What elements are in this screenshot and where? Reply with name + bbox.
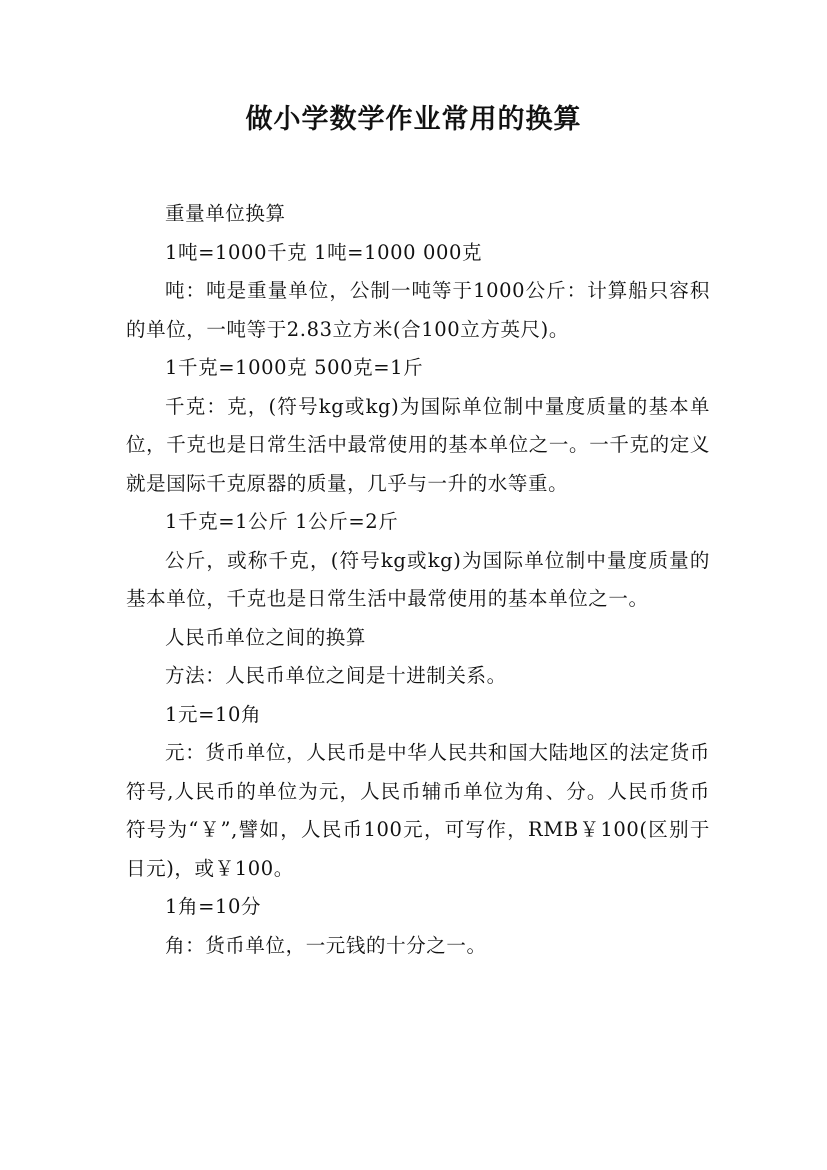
conversion-kilogram-gram: 1千克=1000克 500克=1斤 <box>165 356 424 379</box>
paragraph-jiao-definition: 角：货币单位，一元钱的十分之一。 <box>165 933 487 957</box>
paragraph-kilogram-definition: 千克：克，(符号kg或kg)为国际单位制中量度质量的基本单位，千克也是日常生活中最常使用的基本单位之一。一千克的定义就是国际千克原器的质量，几乎与一升的水等重。 <box>126 394 710 495</box>
paragraph-currency-method: 方法：人民币单位之间是十进制关系。 <box>165 664 507 687</box>
paragraph-ton-definition: 吨：吨是重量单位，公制一吨等于1000公斤：计算船只容积的单位，一吨等于2.83立方米(合100立方英尺)。 <box>126 279 710 341</box>
conversion-yuan-jiao: 1元=10角 <box>165 702 262 726</box>
document-title: 做小学数学作业常用的换算 <box>245 104 582 135</box>
paragraph-yuan-definition: 元：货币单位，人民币是中华人民共和国大陆地区的法定货币符号,人民币的单位为元，人民币辅币单位为角、分。人民币货币符号为“￥”,譬如，人民币100元，可写作，RMB￥100(区别于日元)，或￥100。 <box>126 741 710 880</box>
conversion-kilogram-jin: 1千克=1公斤 1公斤=2斤 <box>165 510 399 533</box>
section-heading-weight: 重量单位换算 <box>165 202 286 225</box>
conversion-ton: 1吨=1000千克 1吨=1000 000克 <box>165 240 483 264</box>
section-heading-currency: 人民币单位之间的换算 <box>165 625 367 649</box>
paragraph-gongjin-definition: 公斤，或称千克，(符号kg或kg)为国际单位制中量度质量的基本单位，千克也是日常生活中最常使用的基本单位之一。 <box>126 548 710 610</box>
conversion-jiao-fen: 1角=10分 <box>165 895 262 918</box>
document-body <box>126 195 710 965</box>
